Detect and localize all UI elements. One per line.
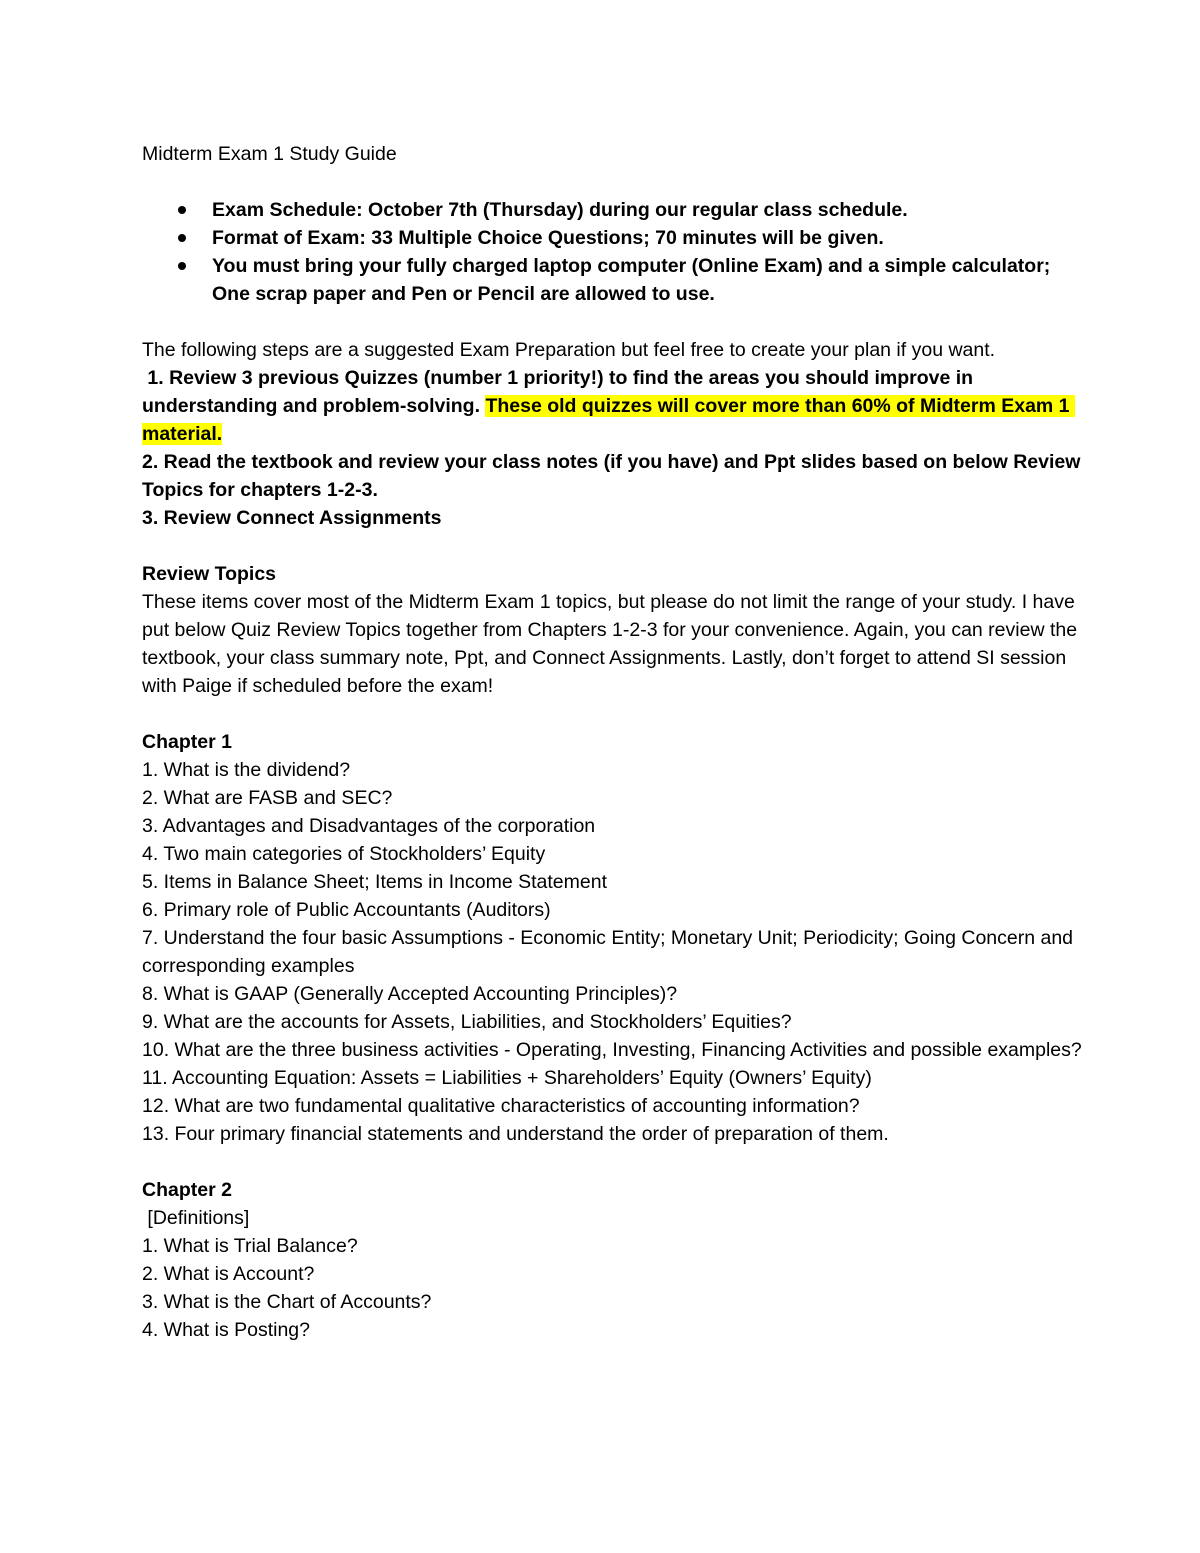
list-item: 10. What are the three business activities - Operating, Investing, Financing Activities and possible examples? (142, 1039, 1082, 1061)
prep-step-2: 2. Read the textbook and review your class notes (if you have) and Ppt slides based on below Review Topics for chapters 1-2-3. (142, 451, 1086, 501)
list-item: 4. Two main categories of Stockholders’ Equity (142, 843, 546, 865)
bullet-exam-format (142, 224, 1082, 252)
list-item: 1. What is the dividend? (142, 759, 351, 781)
list-item: 12. What are two fundamental qualitative characteristics of accounting information? (142, 1095, 860, 1117)
chapter-1-heading: Chapter 1 (142, 731, 232, 753)
chapter-2-list (142, 1232, 1082, 1344)
chapter-2-heading: Chapter 2 (142, 1179, 232, 1201)
bullet-dot-icon (178, 234, 186, 242)
list-item: 9. What are the accounts for Assets, Liabilities, and Stockholders’ Equities? (142, 1011, 792, 1033)
list-item: 5. Items in Balance Sheet; Items in Income Statement (142, 871, 607, 893)
bullet-exam-materials (142, 252, 1082, 308)
chapter-1-list (142, 756, 1082, 1148)
list-item: 1. What is Trial Balance? (142, 1235, 358, 1257)
list-item: 8. What is GAAP (Generally Accepted Accounting Principles)? (142, 983, 678, 1005)
spacer (142, 168, 1082, 196)
exam-info-list (142, 196, 1082, 308)
prep-step-1-text: 1. Review 3 previous Quizzes (number 1 priority!) to find the areas you should improve in understanding and problem-solving. (142, 367, 979, 417)
list-item: 6. Primary role of Public Accountants (Auditors) (142, 899, 551, 921)
spacer (142, 308, 1082, 336)
list-item: 7. Understand the four basic Assumptions - Economic Entity; Monetary Unit; Periodicity; Going Concern and corresponding examples (142, 927, 1079, 977)
list-item: 2. What is Account? (142, 1263, 315, 1285)
bullet-dot-icon (178, 206, 186, 214)
prep-intro: The following steps are a suggested Exam Preparation but feel free to create your plan if you want. (142, 339, 996, 361)
prep-step-1 (142, 364, 1082, 448)
review-topics-body: These items cover most of the Midterm Exam 1 topics, but please do not limit the range of your study. I have put below Quiz Review Topics together from Chapters 1-2-3 for your convenience. Again, you can review the textbook, your class summary note, Ppt, and Connect Assignments. Lastly, don’t forget to attend SI session with Paige if scheduled before the exam! (142, 591, 1083, 697)
bullet-exam-schedule (142, 196, 1082, 224)
bullet-text: Exam Schedule: October 7th (Thursday) during our regular class schedule. (212, 199, 908, 221)
prep-step-1-highlight: These old quizzes will cover more than 60% of Midterm Exam 1 material. (142, 395, 1075, 445)
spacer (142, 700, 1082, 728)
bullet-text: Format of Exam: 33 Multiple Choice Questions; 70 minutes will be given. (212, 227, 884, 249)
list-item: 13. Four primary financial statements and understand the order of preparation of them. (142, 1123, 889, 1145)
document-title: Midterm Exam 1 Study Guide (142, 143, 397, 165)
bullet-text: You must bring your fully charged laptop computer (Online Exam) and a simple calculator; One scrap paper and Pen or Pencil are allowed to use. (212, 255, 1051, 305)
list-item: 3. What is the Chart of Accounts? (142, 1291, 432, 1313)
prep-step-3: 3. Review Connect Assignments (142, 507, 442, 529)
spacer (142, 532, 1082, 560)
document-page (142, 140, 1086, 1344)
bullet-dot-icon (178, 262, 186, 270)
list-item: 3. Advantages and Disadvantages of the corporation (142, 815, 596, 837)
list-item: 11. Accounting Equation: Assets = Liabilities + Shareholders’ Equity (Owners’ Equity) (142, 1067, 872, 1089)
spacer (142, 1148, 1082, 1176)
list-item: 2. What are FASB and SEC? (142, 787, 393, 809)
list-item: 4. What is Posting? (142, 1319, 310, 1341)
review-topics-heading: Review Topics (142, 563, 277, 585)
chapter-2-subheading: [Definitions] (142, 1207, 250, 1229)
